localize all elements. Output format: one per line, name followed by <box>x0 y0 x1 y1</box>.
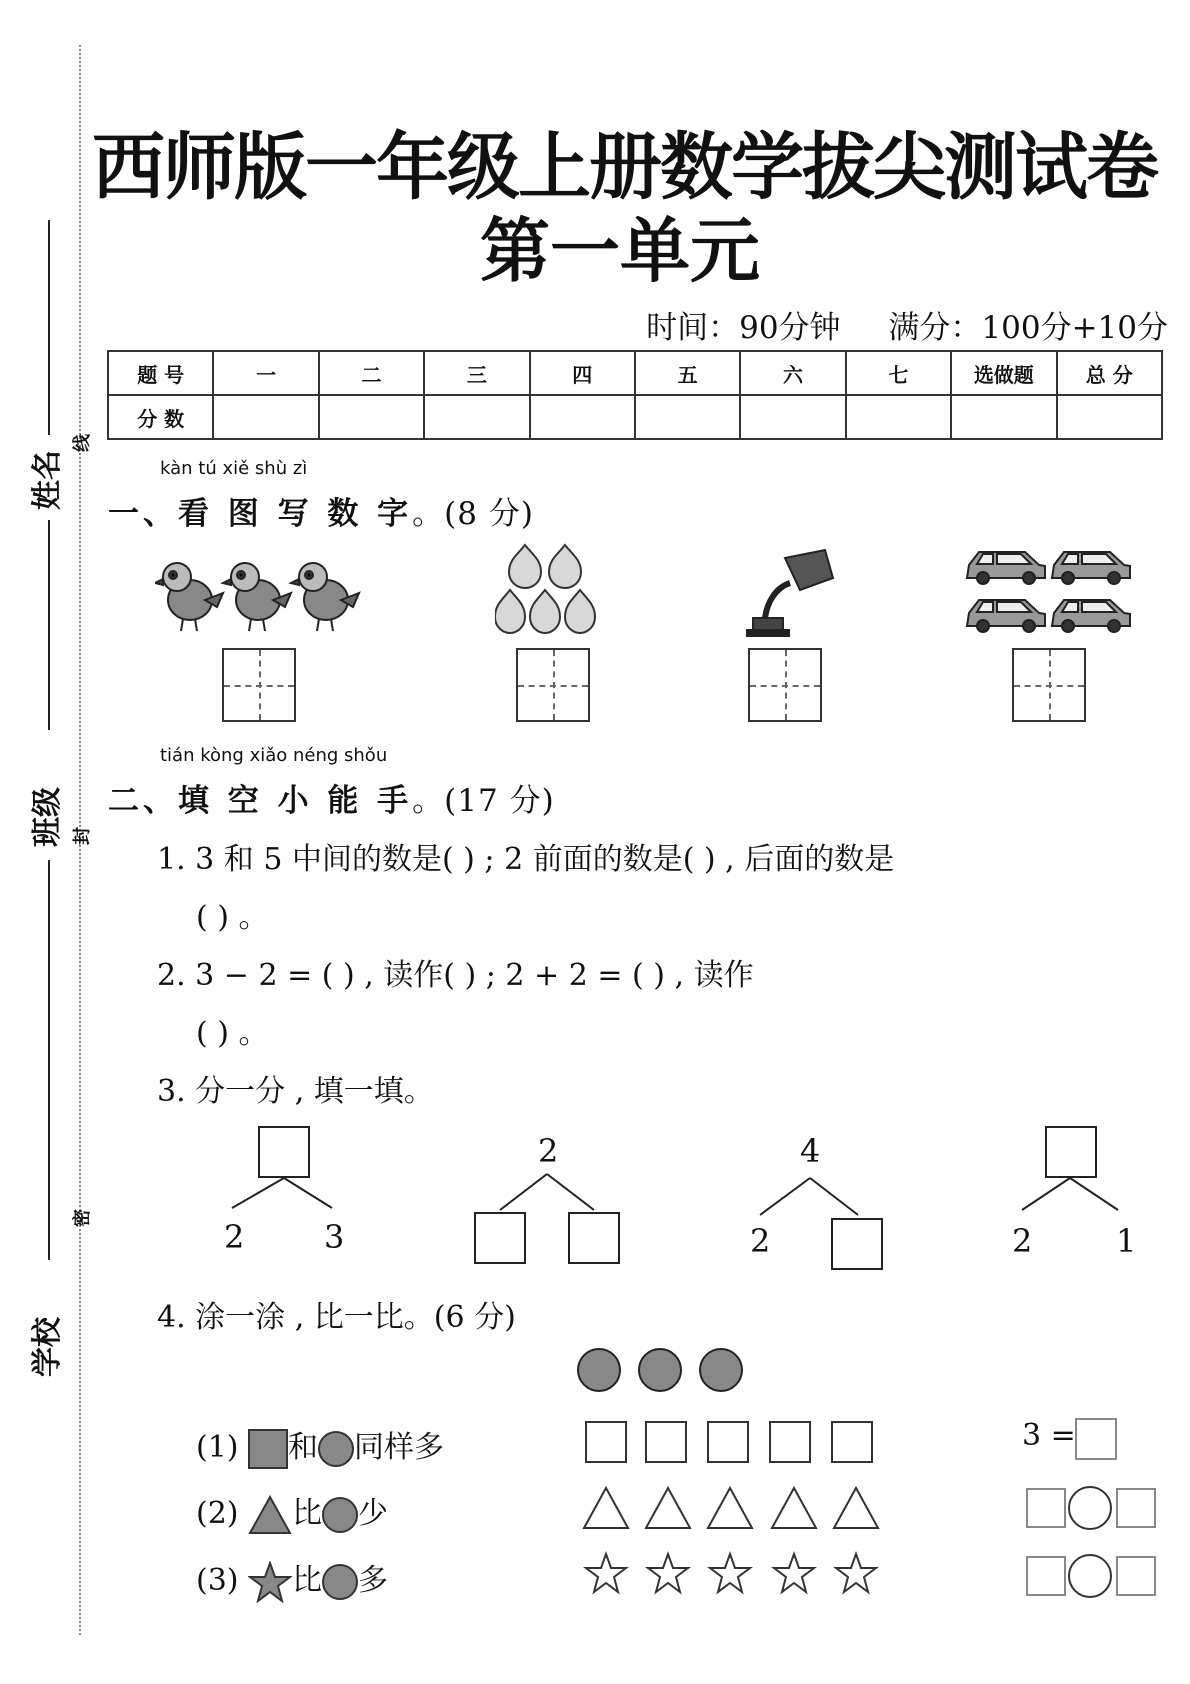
star-shapes-row[interactable] <box>582 1550 892 1600</box>
score-cell[interactable] <box>740 395 845 439</box>
row1-number: (1) <box>196 1430 239 1465</box>
name-label: 姓名 <box>30 450 65 510</box>
cut-word-seal: 封 <box>72 827 93 845</box>
score-table-score-row <box>108 395 1162 439</box>
score-cell[interactable] <box>1057 395 1162 439</box>
score-table-header-row <box>108 351 1162 395</box>
exam-meta <box>608 302 1168 347</box>
answer-grid-box[interactable] <box>516 648 590 722</box>
section2-title-text: 二、填 空 小 能 手 <box>108 783 413 819</box>
score-header-cell: 选做题 <box>951 351 1056 395</box>
compare-answer-box[interactable] <box>1116 1488 1156 1528</box>
tree3-top-number: 4 <box>800 1132 821 1170</box>
section2-points: 。(17 分) <box>412 783 555 819</box>
triangle-shapes-row[interactable] <box>582 1484 892 1534</box>
score-cell[interactable] <box>846 395 951 439</box>
score-cell[interactable] <box>635 395 740 439</box>
compare-answer-box[interactable] <box>1116 1556 1156 1596</box>
car-group-icon <box>965 540 1135 640</box>
tree2-top-number: 2 <box>538 1132 559 1170</box>
question-1-line1: 1. 3 和 5 中间的数是( ) ; 2 前面的数是( ) , 后面的数是 <box>157 842 895 877</box>
row3-number: (3) <box>196 1563 239 1598</box>
gray-star-icon <box>248 1561 292 1603</box>
tree1-left-number: 2 <box>224 1218 245 1256</box>
score-header-cell: 三 <box>424 351 529 395</box>
tree-answer-box[interactable] <box>258 1126 310 1178</box>
page-title: 西师版一年级上册数学拔尖测试卷 <box>92 125 1157 210</box>
cut-word-close: 密 <box>72 1209 93 1227</box>
section1-title <box>108 488 534 533</box>
lamp-icon <box>745 548 835 638</box>
question-2-line1: 2. 3 − 2 = ( ) , 读作( ) ; 2 + 2 = ( ) , 读作 <box>157 958 754 993</box>
row1-word-and: 和 <box>288 1430 319 1465</box>
question-3: 3. 分一分 , 填一填。 <box>157 1074 434 1109</box>
score-header-cell: 题 号 <box>108 351 213 395</box>
score-cell[interactable] <box>319 395 424 439</box>
row2-number: (2) <box>196 1496 239 1531</box>
score-header-cell: 一 <box>213 351 318 395</box>
section1-points: 。(8 分) <box>412 496 534 532</box>
answer-grid-box[interactable] <box>748 648 822 722</box>
school-label: 学校 <box>30 1317 65 1377</box>
full-score: 满分：100分+10分 <box>888 310 1168 346</box>
section2-title <box>108 775 555 820</box>
score-cell[interactable] <box>530 395 635 439</box>
tree-answer-box[interactable] <box>1045 1126 1097 1178</box>
row3-word-more: 多 <box>358 1563 389 1598</box>
compare-row-3-label <box>196 1555 388 1603</box>
compare-row-1-label <box>196 1422 444 1469</box>
score-header-cell: 五 <box>635 351 740 395</box>
score-header-cell: 六 <box>740 351 845 395</box>
tree-answer-box[interactable] <box>474 1212 526 1264</box>
gray-circle-icon <box>322 1497 358 1533</box>
compare-answer-box[interactable] <box>1026 1488 1066 1528</box>
section1-pinyin: kàn tú xiě shù zì <box>160 458 308 479</box>
time-limit: 时间：90分钟 <box>646 310 841 346</box>
gray-circle-icon <box>322 1564 358 1600</box>
pear-group-icon <box>495 540 605 640</box>
row2-word-than: 比 <box>292 1496 323 1531</box>
row1-word-same: 同样多 <box>354 1430 445 1465</box>
tree-answer-box[interactable] <box>568 1212 620 1264</box>
score-header-cell: 总 分 <box>1057 351 1162 395</box>
answer-grid-box[interactable] <box>1012 648 1086 722</box>
gray-circle-icon <box>578 1349 620 1391</box>
gray-square-icon <box>248 1429 288 1469</box>
equation-three-equals: 3 = <box>1022 1418 1076 1453</box>
compare-sign-circle[interactable] <box>1068 1486 1112 1530</box>
score-cell[interactable] <box>951 395 1056 439</box>
section1-title-text: 一、看 图 写 数 字 <box>108 496 413 532</box>
row3-word-than: 比 <box>292 1563 323 1598</box>
gray-circle-icon <box>318 1431 354 1467</box>
class-label: 班级 <box>30 787 65 847</box>
question-2-line2: ( ) 。 <box>196 1016 269 1051</box>
tree3-left-number: 2 <box>750 1222 771 1260</box>
square-shapes-row[interactable] <box>582 1418 882 1468</box>
gray-circle-icon <box>700 1349 742 1391</box>
bird-group-icon <box>155 555 365 635</box>
score-header-cell: 七 <box>846 351 951 395</box>
compare-row-2-label <box>196 1488 388 1535</box>
reference-circles <box>575 1346 755 1396</box>
score-header-cell: 四 <box>530 351 635 395</box>
page-subtitle: 第一单元 <box>480 210 760 292</box>
gray-triangle-icon <box>248 1495 292 1535</box>
equation-answer-box[interactable] <box>1075 1418 1117 1460</box>
tree4-right-number: 1 <box>1116 1222 1137 1260</box>
question-1-line2: ( ) 。 <box>196 900 269 935</box>
answer-grid-box[interactable] <box>222 648 296 722</box>
class-underline <box>48 520 50 730</box>
tree4-left-number: 2 <box>1012 1222 1033 1260</box>
school-underline <box>48 860 50 1260</box>
score-table <box>107 350 1163 440</box>
score-row-label: 分 数 <box>108 395 213 439</box>
section2-pinyin: tián kòng xiǎo néng shǒu <box>160 745 388 766</box>
question-4: 4. 涂一涂 , 比一比。(6 分) <box>157 1300 516 1335</box>
score-cell[interactable] <box>424 395 529 439</box>
tree1-right-number: 3 <box>324 1218 345 1256</box>
gray-circle-icon <box>639 1349 681 1391</box>
score-cell[interactable] <box>213 395 318 439</box>
tree-answer-box[interactable] <box>831 1218 883 1270</box>
compare-answer-box[interactable] <box>1026 1556 1066 1596</box>
score-header-cell: 二 <box>319 351 424 395</box>
compare-sign-circle[interactable] <box>1068 1554 1112 1598</box>
cut-word-line: 线 <box>72 434 93 452</box>
row2-word-less: 少 <box>358 1496 389 1531</box>
